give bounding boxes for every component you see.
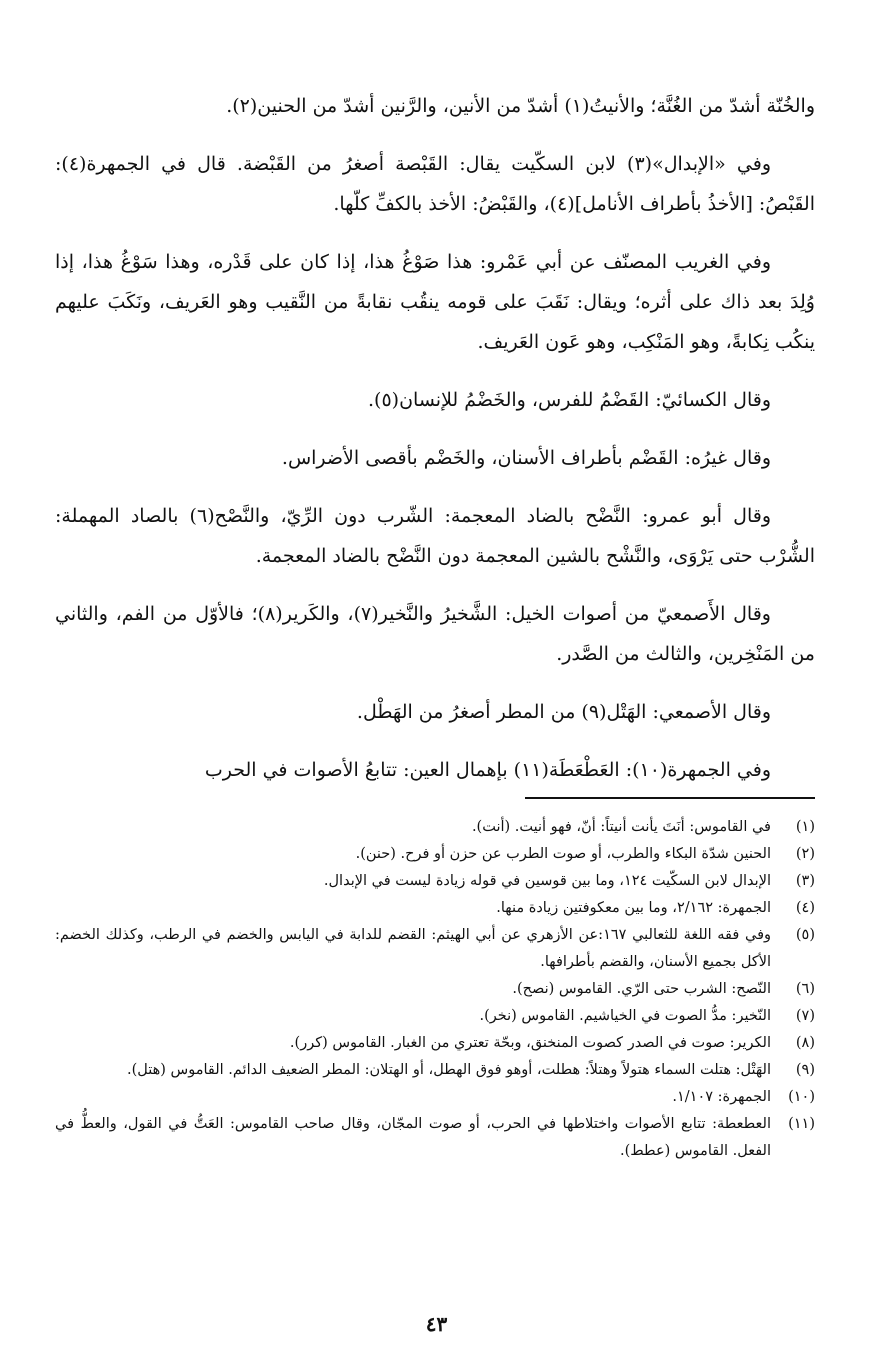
paragraph: والخُنّة أشدّ من الغُنَّة؛ والأنيتُ(١) أشدّ من الأنين، والرَّنين أشدّ من الحنين(٢). xyxy=(226,95,815,117)
footnote-number: (٤) xyxy=(795,900,815,916)
footnote xyxy=(55,814,815,841)
paragraph: وفي الجمهرة(١٠): العَطْعَطَة(١١) بإهمال العين: تتابعُ الأصوات في الحرب xyxy=(204,759,771,781)
footnote xyxy=(55,1084,815,1111)
footnote-text: النّصح: الشرب حتى الرّي. القاموس (نصح). xyxy=(512,981,771,997)
footnote-text: الكرير: صوت في الصدر كصوت المنخنق، وبحّة تعتري من الغبار. القاموس (كرر). xyxy=(289,1035,771,1051)
footnote xyxy=(55,1057,815,1084)
footnote xyxy=(55,1111,815,1165)
footnote xyxy=(55,976,815,1003)
footnote xyxy=(55,922,815,976)
footnote-number: (٧) xyxy=(795,1008,815,1024)
footnotes xyxy=(55,814,815,1165)
main-text xyxy=(55,86,815,808)
paragraph: وقال أبو عمرو: النَّضْح بالضاد المعجمة: الشّرب دون الرِّيّ، والنَّصْح(٦) بالصاد المهملة: الشُّرْب حتى يَرْوَى، والنَّشْح بالشين المعجمة دون النَّضْح بالضاد المعجمة. xyxy=(55,505,815,567)
footnote-number: (٥) xyxy=(795,927,815,943)
footnote-number: (٨) xyxy=(795,1035,815,1051)
footnote xyxy=(55,868,815,895)
page-number: ٤٣ xyxy=(425,1312,448,1336)
footnote-number: (١٠) xyxy=(788,1089,815,1105)
footnote-text: الحنين شدّة البكاء والطرب، أو صوت الطرب عن حزن أو فرح. (حنن). xyxy=(355,846,771,862)
footnote-number: (٣) xyxy=(795,873,815,889)
footnote-text: الجمهرة: ٢/١٦٢، وما بين معكوفتين زيادة منها. xyxy=(496,900,771,916)
footnote-text: الإبدال لابن السكّيت ١٢٤، وما بين قوسين في قوله زيادة ليست في الإبدال. xyxy=(323,873,771,889)
footnote xyxy=(55,841,815,868)
footnote-text: الجمهرة: ١/١٠٧. xyxy=(672,1089,771,1105)
paragraph: وقال الأَصمعيّ من أصوات الخيل: الشَّخيرُ والنَّخير(٧)، والكَرير(٨)؛ فالأوّل من الفم، والثاني من المَنْخِرين، والثالث من الصَّدر. xyxy=(55,603,815,665)
footnote-number: (٩) xyxy=(795,1062,815,1078)
footnote-text: في القاموس: أنَتَ يأنت أنيتاً: أنّ، فهو أنيت. (أنت). xyxy=(471,819,771,835)
paragraph: وقال غيرُه: القَضْم بأطراف الأسنان، والخَضْم بأقصى الأضراس. xyxy=(281,447,771,469)
paragraph: وفي «الإبدال»(٣) لابن السكّيت يقال: القَبْصة أصغرُ من القَبْضة. قال في الجمهرة(٤): القَبْصُ: [الأخذُ بأطراف الأنامل](٤)، والقَبْضُ: الأخذ بالكفِّ كلّها. xyxy=(55,153,815,215)
footnote xyxy=(55,1003,815,1030)
paragraph: وقال الأصمعي: الهَتْل(٩) من المطر أصغرُ من الهَطْل. xyxy=(356,701,771,723)
footnote-divider xyxy=(525,797,815,799)
footnote-number: (٢) xyxy=(795,846,815,862)
footnote-text: الهَتْل: هتلت السماء هتولاً وهتلاً: هطلت، أوهو فوق الهطل، أو الهتلان: المطر الضعيف الدائم. القاموس (هتل). xyxy=(126,1062,771,1078)
footnote xyxy=(55,895,815,922)
footnote xyxy=(55,1030,815,1057)
footnote-number: (٦) xyxy=(795,981,815,997)
paragraph: وقال الكسائيّ: القَضْمُ للفرس، والخَضْمُ للإنسان(٥). xyxy=(368,389,771,411)
footnote-number: (١) xyxy=(795,819,815,835)
footnote-text: النّخير: مدُّ الصوت في الخياشيم. القاموس (نخر). xyxy=(479,1008,771,1024)
paragraph: وفي الغريب المصنّف عن أبي عَمْرو: هذا صَوْغُ هذا، إذا كان على قَدْره، وهذا سَوْغُ هذا، إذا وُلِدَ بعد ذاك على أثره؛ ويقال: نَقَبَ على قومه ينقُب نقابةً من النَّقيب وهو العَريف، ونَكَبَ عليهم ينكُب نِكابةً، وهو المَنْكِب، وهو عَون العَريف. xyxy=(55,251,815,353)
footnote-text: العطعطة: تتابع الأصوات واختلاطها في الحرب، أو صوت المجّان، وقال صاحب القاموس: العَتُّ في القول، والعطُّ في الفعل. القاموس (عطط). xyxy=(55,1116,771,1159)
footnote-number: (١١) xyxy=(788,1116,815,1132)
footnote-text: وفي فقه اللغة للثعالبي ١٦٧:عن الأزهري عن أبي الهيثم: القضم للدابة في اليابس والخضم في الرطب، وكذلك الخضم: الأكل بجميع الأسنان، والقضم بأطرافها. xyxy=(55,927,771,970)
